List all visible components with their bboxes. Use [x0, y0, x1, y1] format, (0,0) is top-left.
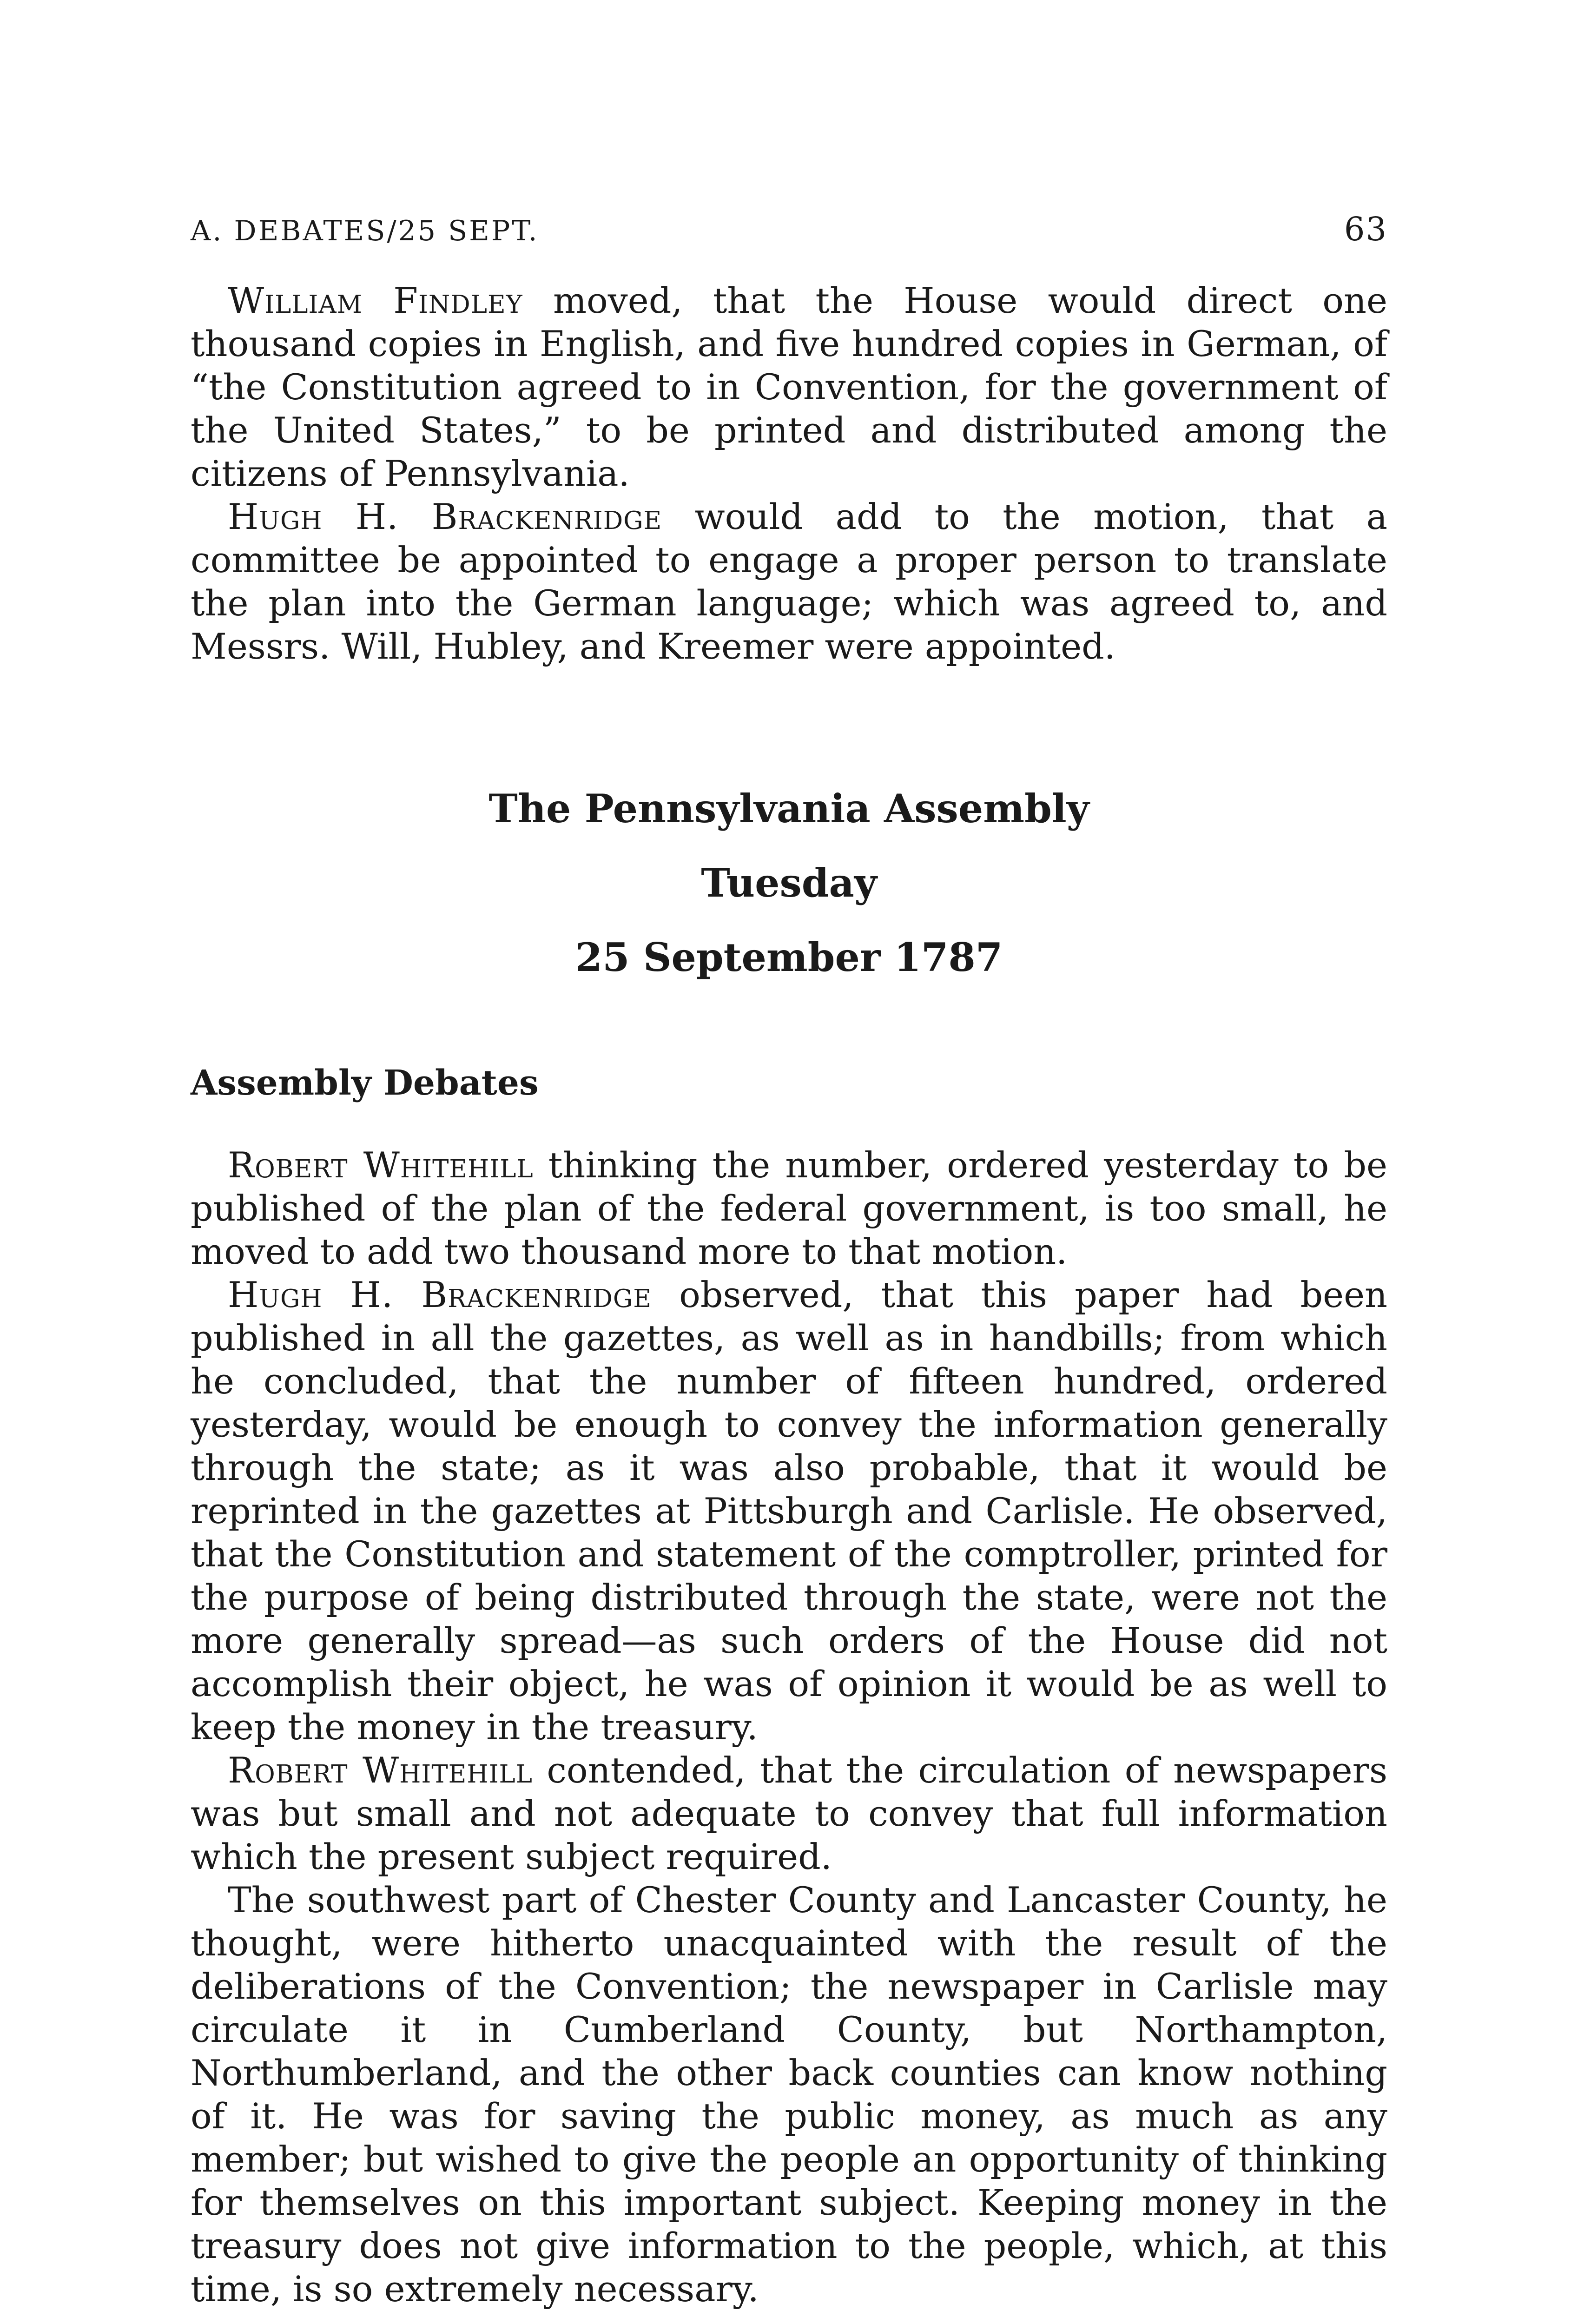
- speaker-name: Hugh H. Brackenridge: [228, 496, 662, 537]
- paragraph-text: moved, that the House would direct one thousand copies in English, and five hundred copies in German, of “the Constitution agreed to in Convention, for the government of the United States,” to be printed and distributed among the citizens of Pennsylvania.: [191, 280, 1387, 494]
- paragraph-findley-motion: [191, 279, 1387, 495]
- paragraph-southwest-counties: [191, 1878, 1387, 2311]
- section-heading-day: Tuesday: [701, 860, 877, 906]
- paragraph-whitehill-contended: [191, 1749, 1387, 1878]
- speaker-name: Robert Whitehill: [228, 1144, 534, 1186]
- assembly-debates-section: [191, 1143, 1387, 2311]
- paragraph-text: would add to the motion, that a committee be appointed to engage a proper person to translate the plan into the German language; which was agreed to, and Messrs. Will, Hubley, and Kreemer were appointed.: [191, 496, 1387, 667]
- paragraph-brackenridge-observed: [191, 1273, 1387, 1749]
- section-heading-date: 25 September 1787: [575, 934, 1003, 980]
- paragraph-whitehill-motion: [191, 1143, 1387, 1273]
- speaker-name: Hugh H. Brackenridge: [228, 1274, 652, 1315]
- findley-brackenridge-section: [191, 279, 1387, 668]
- paragraph-text: contended, that the circulation of newspapers was but small and not adequate to convey that full information which the present subject required.: [191, 1750, 1387, 1877]
- subsection-heading: Assembly Debates: [191, 1063, 539, 1103]
- speaker-name: William Findley: [228, 280, 523, 321]
- running-head: [191, 210, 1387, 247]
- paragraph-text: thinking the number, ordered yesterday to be published of the plan of the federal government, is too small, he moved to add two thousand more to that motion.: [191, 1144, 1388, 1272]
- paragraph-text: The southwest part of Chester County and Lancaster County, he thought, were hitherto unacquainted with the result of the deliberations of the Convention; the newspaper in Carlisle may circulate it in Cumberland County, but Northampton, Northumberland, and the other back counties can know nothing of it. He was for saving the public money, as much as any member; but wished to give the people an opportunity of thinking for themselves on this important subject. Keeping money in the treasury does not give information to the people, which, at this time, is so extremely necessary.: [191, 1879, 1387, 2310]
- running-head-title: A. DEBATES/25 SEPT.: [191, 215, 539, 247]
- paragraph-text: observed, that this paper had been published in all the gazettes, as well as in handbills; from which he concluded, that the number of fifteen hundred, ordered yesterday, would be enough to convey the information generally through the state; as it was also probable, that it would be reprinted in the gazettes at Pittsburgh and Carlisle. He observed, that the Constitution and statement of the comptroller, printed for the purpose of being distributed through the state, were not the more generally spread—as such orders of the House did not accomplish their object, he was of opinion it would be as well to keep the money in the treasury.: [191, 1274, 1387, 1748]
- page-number: 63: [1344, 210, 1387, 248]
- speaker-name: Robert Whitehill: [228, 1750, 533, 1791]
- paragraph-brackenridge-committee: [191, 495, 1387, 668]
- section-heading-title: The Pennsylvania Assembly: [488, 786, 1089, 832]
